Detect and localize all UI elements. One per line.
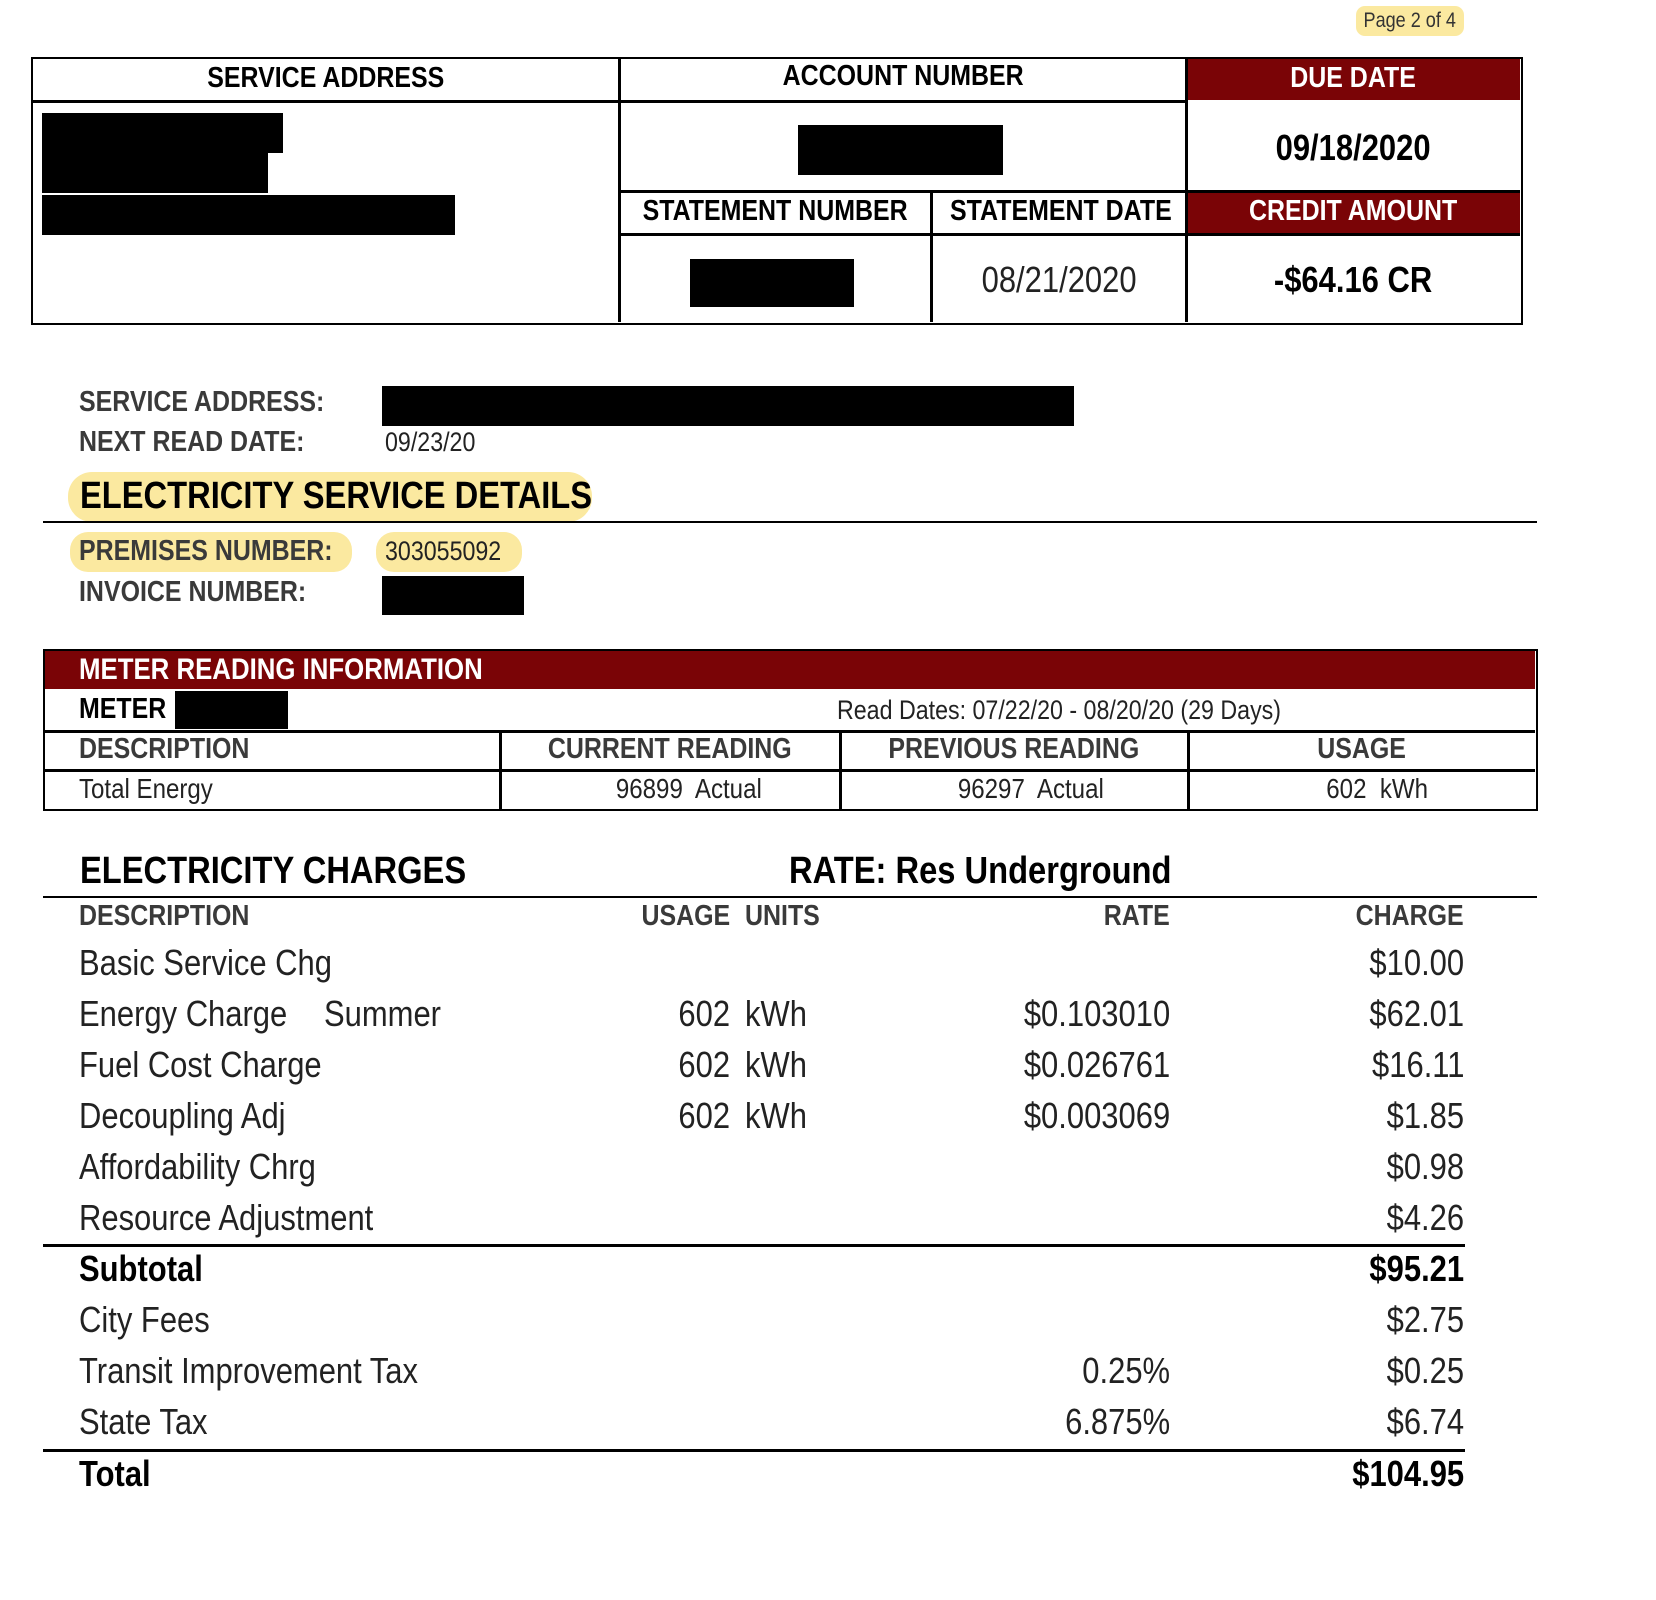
charge-row-usage: 602 (678, 1095, 730, 1136)
next-read-date-value: 09/23/20 (385, 427, 476, 457)
charge-row-usage: 602 (678, 993, 730, 1034)
fee-row-charge: $6.74 (1386, 1401, 1464, 1442)
subtotal-divider (43, 1244, 1465, 1247)
service-address-label: SERVICE ADDRESS: (79, 386, 325, 418)
rate-label: RATE: Res Underground (789, 850, 1172, 892)
charge-row-description: Resource Adjustment (79, 1197, 374, 1238)
meter-label: METER (79, 693, 167, 725)
charges-divider (43, 896, 1537, 898)
redacted-account-number (798, 125, 1003, 175)
electricity-charges-title: ELECTRICITY CHARGES (80, 850, 467, 892)
statement-date-value: 08/21/2020 (982, 259, 1137, 300)
charges-col-units: UNITS (745, 900, 820, 932)
meter-row-previous: 96297 Actual (958, 773, 1104, 804)
charges-col-description: DESCRIPTION (79, 900, 250, 932)
statement-header (31, 57, 1523, 325)
charges-col-charge: CHARGE (1355, 900, 1464, 932)
due-date-value: 09/18/2020 (1276, 127, 1431, 168)
meter-col-usage: USAGE (1317, 733, 1407, 765)
statement-date-header: STATEMENT DATE (950, 195, 1172, 227)
meter-col-previous: PREVIOUS READING (888, 733, 1140, 765)
redacted-meter-number (175, 691, 288, 729)
redacted-address-line-3 (42, 195, 455, 235)
fee-row-charge: $2.75 (1386, 1299, 1464, 1340)
charge-row-rate: $0.026761 (1023, 1044, 1170, 1085)
fee-row-description: Transit Improvement Tax (79, 1350, 418, 1391)
subtotal-label: Subtotal (79, 1248, 203, 1289)
charge-row-units: kWh (745, 1095, 807, 1136)
due-date-header: DUE DATE (1290, 62, 1417, 94)
charge-row-charge: $4.26 (1386, 1197, 1464, 1238)
redacted-address-line-1 (42, 113, 283, 153)
section-divider (43, 521, 1537, 523)
total-divider (43, 1449, 1465, 1452)
charges-col-rate: RATE (1103, 900, 1170, 932)
charge-row-usage: 602 (678, 1044, 730, 1085)
charge-row-description: Energy Charge (79, 993, 288, 1034)
charges-col-usage: USAGE (641, 900, 730, 932)
fee-row-description: State Tax (79, 1401, 208, 1442)
charge-row-description: Fuel Cost Charge (79, 1044, 322, 1085)
meter-reading-table (43, 649, 1538, 811)
total-value: $104.95 (1352, 1453, 1464, 1494)
credit-amount-header: CREDIT AMOUNT (1249, 195, 1458, 227)
total-label: Total (79, 1453, 151, 1494)
fee-row-charge: $0.25 (1386, 1350, 1464, 1391)
charge-row-charge: $16.11 (1371, 1044, 1464, 1085)
invoice-number-label: INVOICE NUMBER: (79, 576, 307, 608)
statement-number-header: STATEMENT NUMBER (642, 195, 909, 227)
account-number-header: ACCOUNT NUMBER (782, 60, 1024, 92)
charge-row-description: Affordability Chrg (79, 1146, 316, 1187)
charge-row-rate: $0.003069 (1023, 1095, 1170, 1136)
redacted-statement-number (690, 259, 854, 307)
redacted-address-line-2 (42, 153, 268, 193)
premises-number-value: 303055092 (385, 536, 502, 566)
charge-row-charge: $1.85 (1386, 1095, 1464, 1136)
meter-col-current: CURRENT READING (548, 733, 792, 765)
fee-row-rate: 6.875% (1064, 1401, 1170, 1442)
charge-row-units: kWh (745, 1044, 807, 1085)
fee-row-description: City Fees (79, 1299, 210, 1340)
charge-row-description: Basic Service Chg (79, 942, 332, 983)
meter-row-current: 96899 Actual (616, 773, 762, 804)
charge-row-charge: $0.98 (1386, 1146, 1464, 1187)
next-read-date-label: NEXT READ DATE: (79, 426, 305, 458)
redacted-service-address (382, 386, 1074, 426)
charge-row-rate: $0.103010 (1023, 993, 1170, 1034)
meter-row-usage: 602 kWh (1326, 773, 1428, 804)
charge-row-charge: $62.01 (1369, 993, 1464, 1034)
subtotal-value: $95.21 (1369, 1248, 1464, 1289)
meter-col-description: DESCRIPTION (79, 733, 250, 765)
service-address-header: SERVICE ADDRESS (206, 62, 444, 94)
premises-number-label: PREMISES NUMBER: (79, 535, 333, 567)
electricity-service-details-title: ELECTRICITY SERVICE DETAILS (80, 475, 593, 517)
meter-reading-title: METER READING INFORMATION (79, 653, 483, 686)
charge-row-qualifier: Summer (324, 993, 441, 1034)
read-dates: Read Dates: 07/22/20 - 08/20/20 (29 Days) (837, 695, 1282, 725)
charge-row-charge: $10.00 (1369, 942, 1464, 983)
redacted-invoice-number (382, 576, 524, 615)
page-indicator: Page 2 of 4 (1356, 6, 1464, 36)
meter-row-description: Total Energy (79, 773, 213, 804)
charge-row-units: kWh (745, 993, 807, 1034)
charge-row-description: Decoupling Adj (79, 1095, 286, 1136)
fee-row-rate: 0.25% (1082, 1350, 1170, 1391)
credit-amount-value: -$64.16 CR (1274, 259, 1433, 300)
